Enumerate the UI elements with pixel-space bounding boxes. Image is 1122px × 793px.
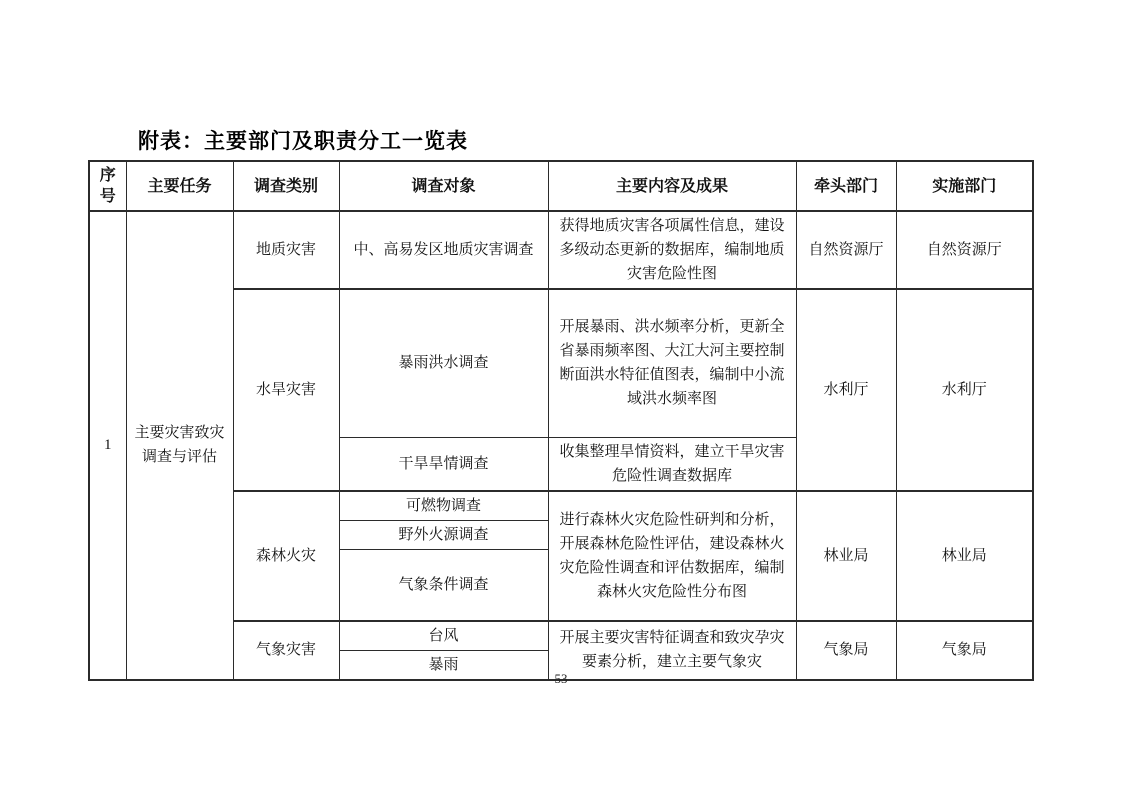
cell-content: 开展主要灾害特征调查和致灾孕灾要素分析，建立主要气象灾 — [548, 621, 796, 680]
cell-category: 地质灾害 — [233, 211, 339, 289]
cell-survey-object: 暴雨 — [339, 650, 548, 680]
cell-impl-dept: 林业局 — [896, 491, 1033, 621]
cell-main-task: 主要灾害致灾调查与评估 — [126, 211, 233, 680]
cell-serial: 1 — [89, 211, 126, 680]
page-title: 附表：主要部门及职责分工一览表 — [138, 130, 468, 153]
cell-impl-dept: 自然资源厅 — [896, 211, 1033, 289]
cell-content: 收集整理旱情资料，建立干旱灾害危险性调查数据库 — [548, 437, 796, 491]
cell-content: 开展暴雨、洪水频率分析，更新全省暴雨频率图、大江大河主要控制断面洪水特征值图表，编制中小流域洪水频率图 — [548, 289, 796, 437]
cell-content: 进行森林火灾危险性研判和分析，开展森林危险性评估，建设森林火灾危险性调查和评估数据库，编制森林火灾危险性分布图 — [548, 491, 796, 621]
cell-survey-object: 野外火源调查 — [339, 521, 548, 550]
header-category: 调查类别 — [233, 161, 339, 211]
cell-lead-dept: 林业局 — [796, 491, 896, 621]
cell-lead-dept: 水利厅 — [796, 289, 896, 491]
responsibility-table — [88, 160, 1034, 681]
cell-lead-dept: 自然资源厅 — [796, 211, 896, 289]
cell-survey-object: 暴雨洪水调查 — [339, 289, 548, 437]
cell-survey-object: 气象条件调查 — [339, 550, 548, 621]
header-content: 主要内容及成果 — [548, 161, 796, 211]
page-number: 53 — [554, 671, 568, 686]
cell-category: 森林火灾 — [233, 491, 339, 621]
cell-impl-dept: 水利厅 — [896, 289, 1033, 491]
cell-survey-object: 可燃物调查 — [339, 491, 548, 521]
header-serial: 序号 — [89, 161, 126, 211]
cell-impl-dept: 气象局 — [896, 621, 1033, 680]
header-main-task: 主要任务 — [126, 161, 233, 211]
cell-category: 气象灾害 — [233, 621, 339, 680]
cell-category: 水旱灾害 — [233, 289, 339, 491]
cell-lead-dept: 气象局 — [796, 621, 896, 680]
cell-survey-object: 中、高易发区地质灾害调查 — [339, 211, 548, 289]
header-impl-dept: 实施部门 — [896, 161, 1033, 211]
cell-content: 获得地质灾害各项属性信息，建设多级动态更新的数据库，编制地质灾害危险性图 — [548, 211, 796, 289]
header-lead-dept: 牵头部门 — [796, 161, 896, 211]
header-survey-object: 调查对象 — [339, 161, 548, 211]
cell-survey-object: 台风 — [339, 621, 548, 651]
table-header-row — [89, 161, 1033, 211]
cell-survey-object: 干旱旱情调查 — [339, 437, 548, 491]
table-row — [89, 211, 1033, 289]
